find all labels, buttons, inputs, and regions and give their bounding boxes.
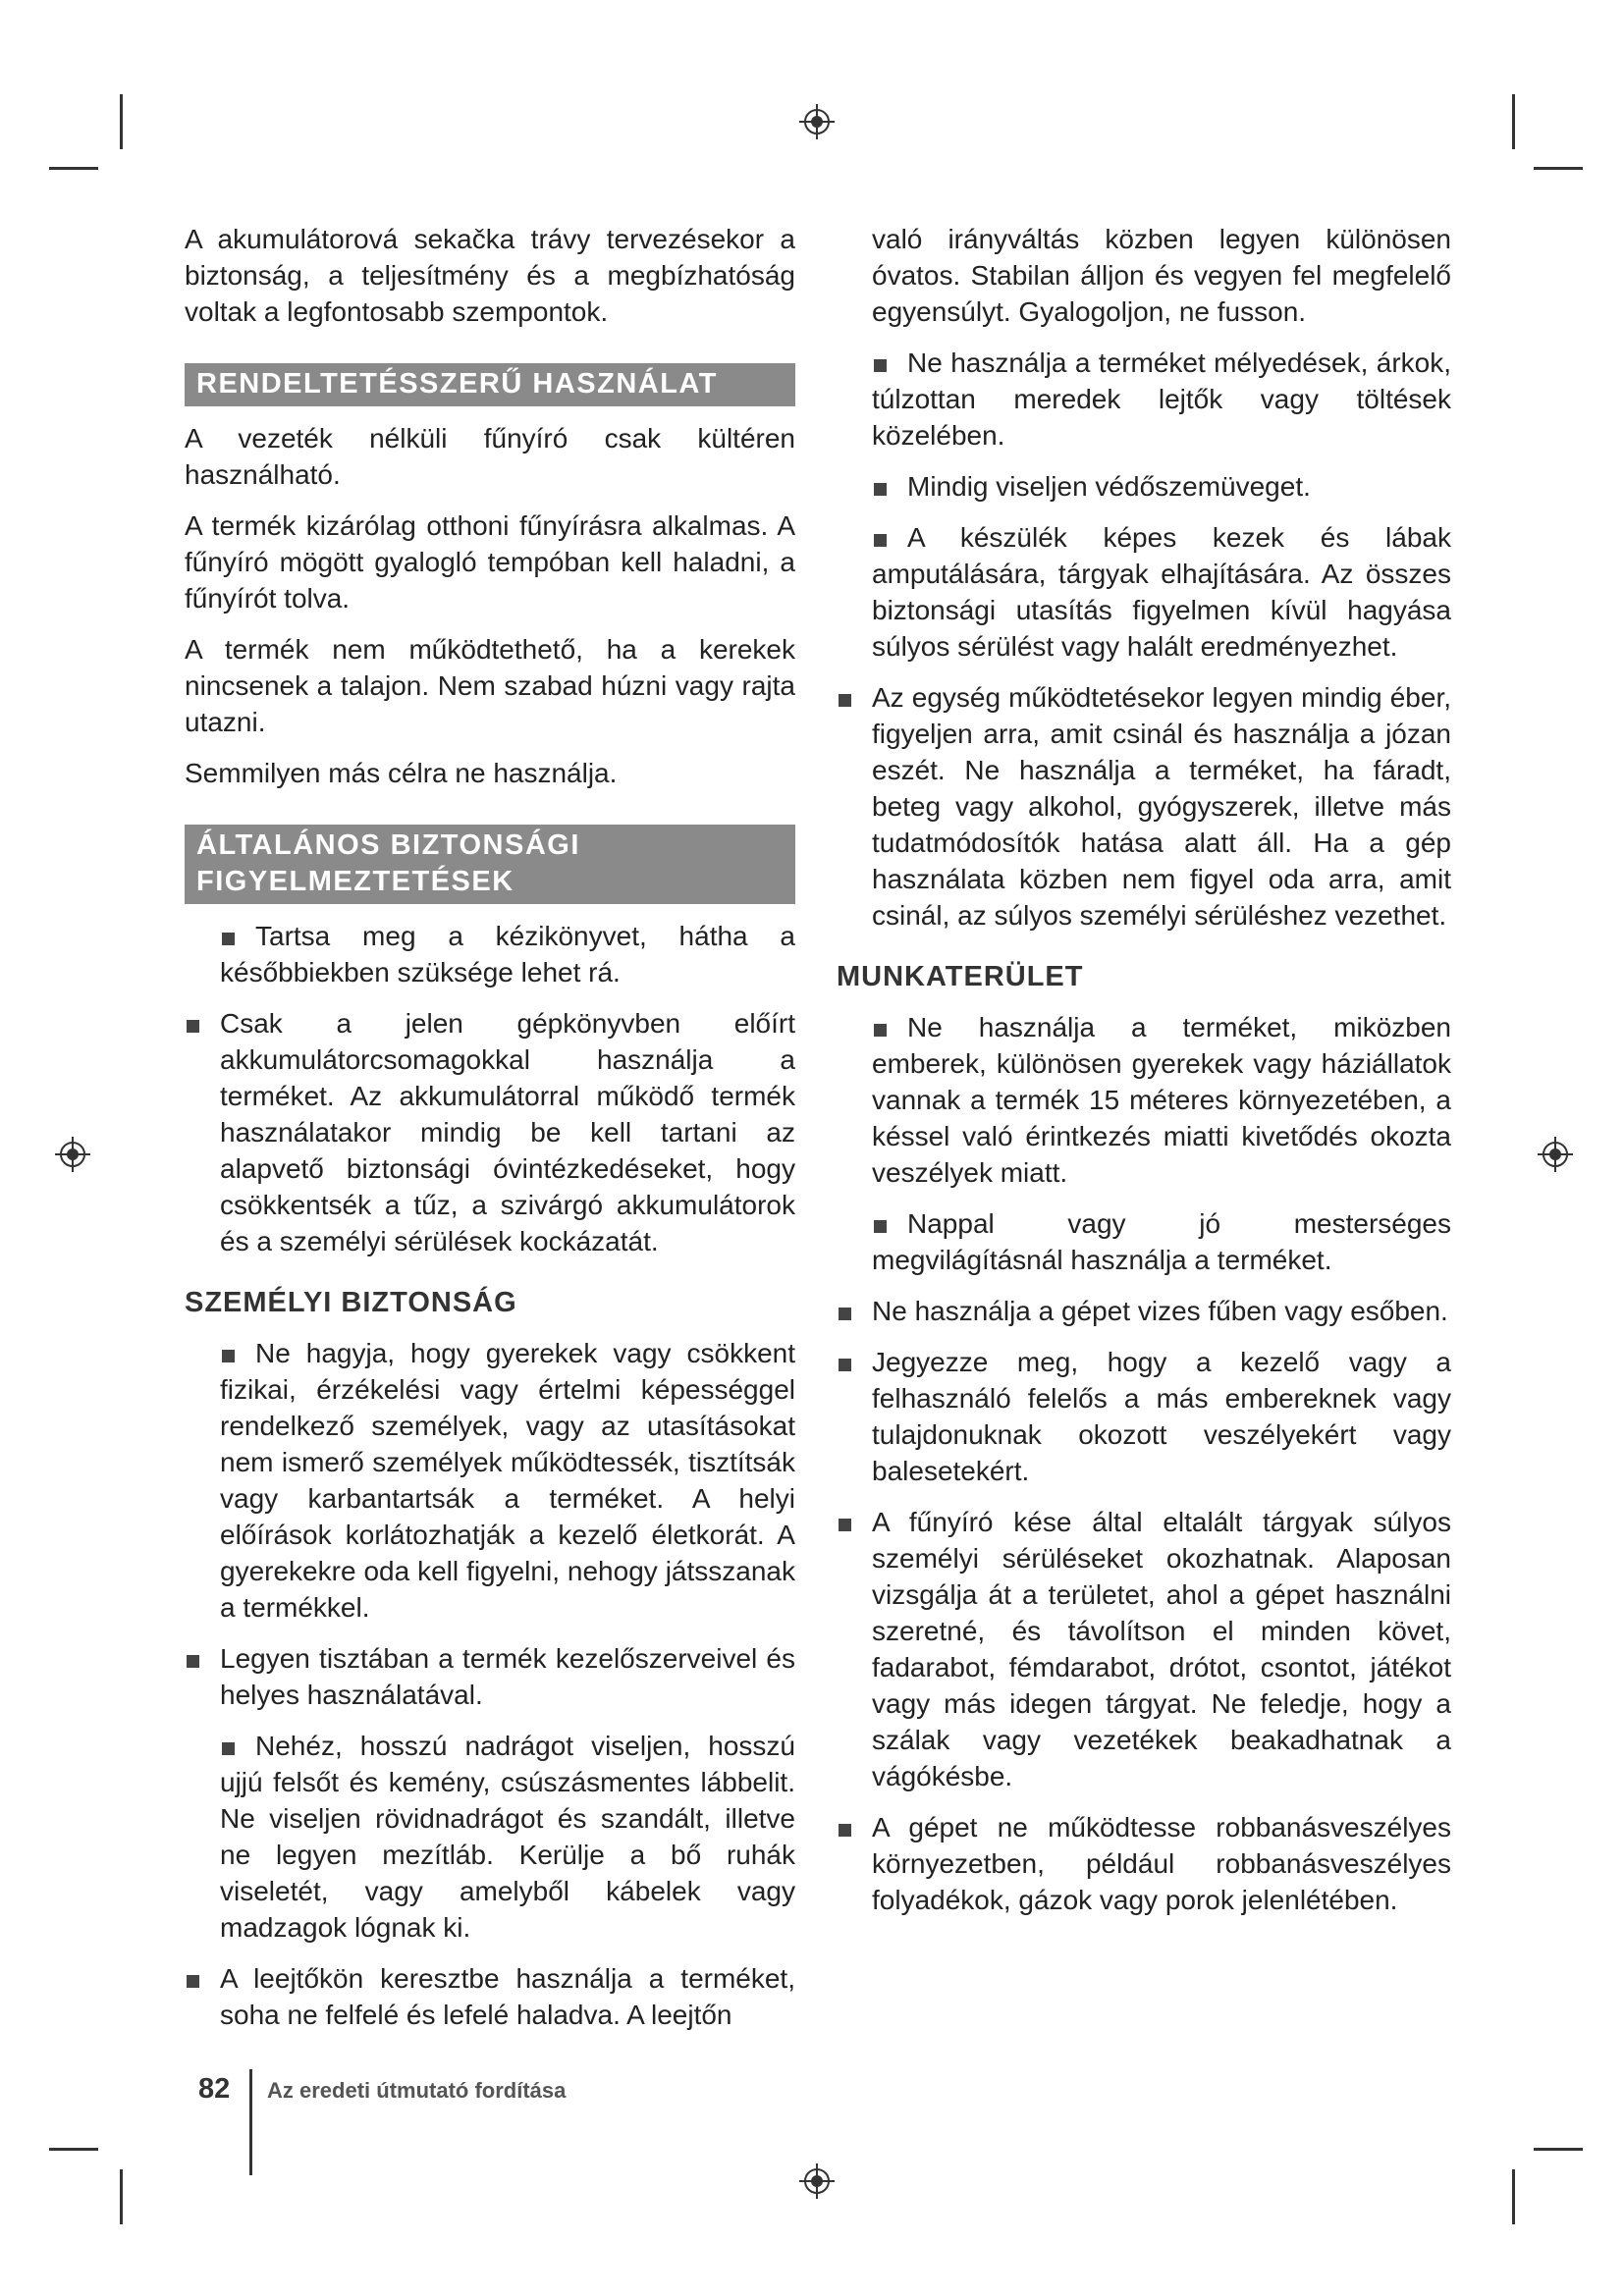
footer-text: Az eredeti útmutató fordítása [267, 2078, 567, 2103]
paragraph: A termék nem működtethető, ha a kerekek nincsenek a talajon. Nem szabad húzni vagy rajta utazni. [185, 634, 795, 737]
bullet-item: Ne használja a terméket mélyedések, árkok, túlzottan meredek lejtők vagy töltések közelében. [872, 345, 1451, 454]
bullet-item: Az egység működtetésekor legyen mindig éber, figyeljen arra, amit csinál és használja a józan eszét. Ne használja a terméket, ha fáradt, beteg vagy alkohol, gyógyszerek, illetve más tudatmódosítók hatása alatt áll. Ha a gép használata közben nem figyel oda arra, amit csinál, az súlyos személyi sérüléshez vezethet. [837, 679, 1451, 934]
crop-mark [1512, 94, 1515, 149]
crop-mark [49, 2148, 98, 2151]
bullet-item: Ne használja a gépet vizes fűben vagy esőben. [837, 1293, 1451, 1329]
registration-mark-icon [1538, 1137, 1573, 1172]
footer-divider [249, 2069, 252, 2175]
paragraph: A termék kizárólag otthoni fűnyírásra alkalmas. A fűnyíró mögött gyalogló tempóban kell haladni, a fűnyírót tolva. [185, 510, 795, 614]
right-column [837, 221, 1451, 1933]
intro-paragraph: A akumulátorová sekačka trávy tervezésekor a biztonság, a teljesítmény és a megbízhatóság voltak a legfontosabb szempontok. [185, 224, 795, 327]
continued-paragraph: való irányváltás közben legyen különösen óvatos. Stabilan álljon és vegyen fel megfelelő egyensúlyt. Gyalogoljon, ne fusson. [872, 224, 1451, 327]
crop-mark [1534, 2148, 1583, 2151]
crop-mark [49, 167, 98, 170]
bullet-item: Nappal vagy jó mesterséges megvilágításnál használja a terméket. [872, 1205, 1451, 1278]
bullet-item: Ne hagyja, hogy gyerekek vagy csökkent fizikai, érzékelési vagy értelmi képességgel rendelkező személyek, vagy az utasításokat nem ismerő személyek működtessék, tisztítsák vagy karbantartsák a terméket. A helyi előírások korlátozhatják a kezelő életkorát. A gyerekekre oda kell figyelni, nehogy játsszanak a termékkel. [220, 1335, 795, 1626]
crop-mark [1534, 167, 1583, 170]
section-heading-rendeltetes: RENDELTETÉSSZERŰ HASZNÁLAT [185, 363, 795, 406]
bullet-item: A fűnyíró kése által eltalált tárgyak súlyos személyi sérüléseket okozhatnak. Alaposan vizsgálja át a területet, ahol a gépet használni szeretné, és távolítson el minden követ, fadarabot, fémdarabot, drótot, csontot, játékot vagy más idegen tárgyat. Ne feledje, hogy a szálak vagy vezetékek beakadhatnak a vágókésbe. [837, 1504, 1451, 1794]
crop-mark [120, 2169, 123, 2224]
bullet-item: Ne használja a terméket, miközben emberek, különösen gyerekek vagy háziállatok vannak a termék 15 méteres környezetében, a késsel való érintkezés miatti kivetődés okozta veszélyek miatt. [872, 1009, 1451, 1191]
bullet-item: Nehéz, hosszú nadrágot viseljen, hosszú ujjú felsőt és kemény, csúszásmentes lábbelit. Ne viseljen rövidnadrágot és szandált, illetve ne legyen mezítláb. Kerülje a bő ruhák viseletét, vagy amelyből kábelek vagy madzagok lógnak ki. [220, 1728, 795, 1946]
bullet-item: Legyen tisztában a termék kezelőszerveivel és helyes használatával. [185, 1640, 795, 1713]
bullet-item: A leejtőkön keresztbe használja a terméket, soha ne felfelé és lefelé haladva. A leejtőn [185, 1960, 795, 2033]
crop-mark [120, 94, 123, 149]
registration-mark-icon [55, 1137, 90, 1172]
left-column [185, 221, 795, 2048]
section-heading-altalanos: ÁLTALÁNOS BIZTONSÁGI FIGYELMEZTETÉSEK [185, 825, 795, 904]
paragraph: Semmilyen más célra ne használja. [185, 758, 618, 788]
bullet-item: A gépet ne működtesse robbanásveszélyes környezetben, például robbanásveszélyes folyadékok, gázok vagy porok jelenlétében. [837, 1809, 1451, 1918]
bullet-item: Mindig viseljen védőszemüveget. [872, 468, 1451, 505]
bullet-item: Csak a jelen gépkönyvben előírt akkumulátorcsomagokkal használja a terméket. Az akkumulátorral működő termék használatakor mindig be kell tartani az alapvető biztonsági óvintézkedéseket, hogy csökkentsék a tűz, a szivárgó akkumulátorok és a személyi sérülések kockázatát. [185, 1005, 795, 1259]
bullet-item: Jegyezze meg, hogy a kezelő vagy a felhasználó felelős a más embereknek vagy tulajdonuknak okozott veszélyekért vagy balesetekért. [837, 1344, 1451, 1489]
registration-mark-icon [799, 104, 835, 139]
crop-mark [1512, 2169, 1515, 2224]
section-heading-munkaterulet: MUNKATERÜLET [837, 961, 1084, 992]
bullet-item: Tartsa meg a kézikönyvet, hátha a későbbiekben szüksége lehet rá. [220, 918, 795, 990]
registration-mark-icon [799, 2163, 835, 2199]
page-number: 82 [198, 2073, 231, 2105]
bullet-item: A készülék képes kezek és lábak amputálására, tárgyak elhajítására. Az összes biztonsági utasítás figyelmen kívül hagyása súlyos sérülést vagy halált eredményezhet. [872, 519, 1451, 665]
paragraph: A vezeték nélküli fűnyíró csak kültéren használható. [185, 423, 795, 490]
section-heading-szemelyi: SZEMÉLYI BIZTONSÁG [185, 1287, 517, 1318]
